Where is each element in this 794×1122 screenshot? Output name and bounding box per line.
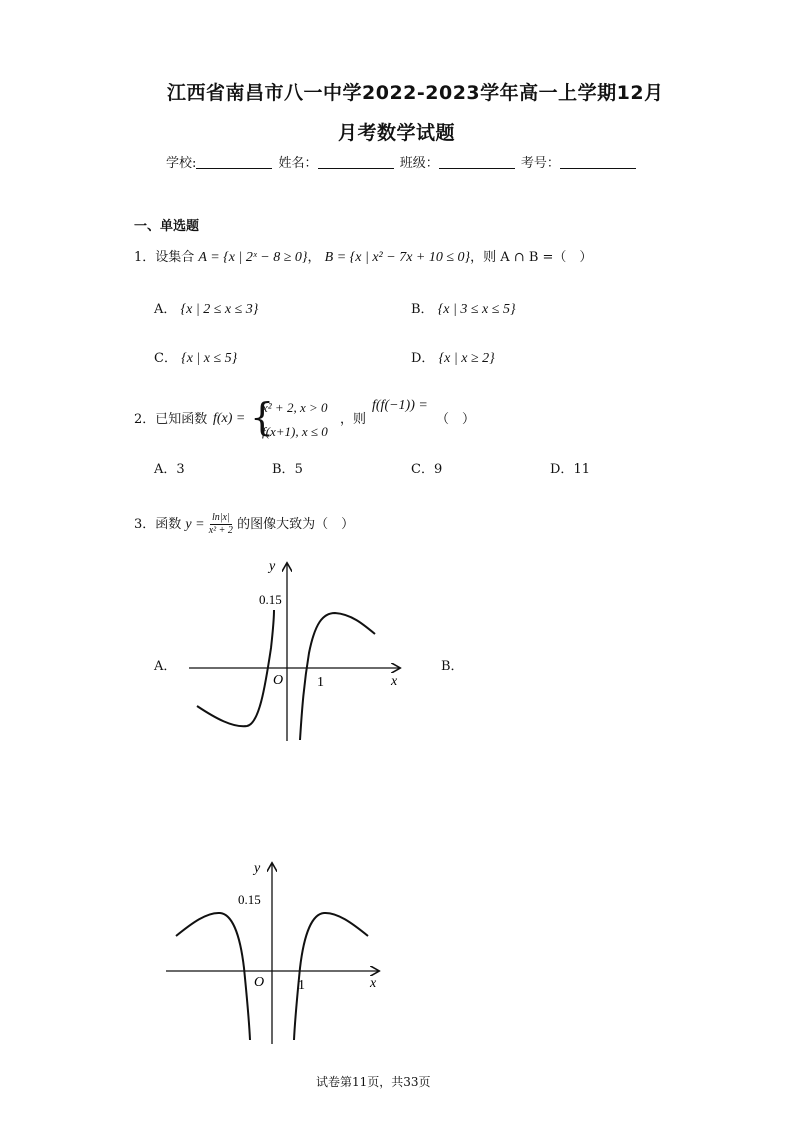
function-y-label: y = (185, 517, 205, 532)
option-label: D． (411, 351, 435, 366)
class-label: 班级： (399, 156, 439, 171)
q1-option-b[interactable] (411, 298, 516, 318)
question-3-ask: 的图像大致为（ ） (237, 517, 355, 532)
question-2-number: 2．已知函数 (134, 412, 208, 427)
set-b-expression: B = {x | x² − 7x + 10 ≤ 0} (324, 250, 471, 265)
option-text: {x | x ≤ 5} (181, 351, 238, 366)
option-text: 5 (294, 462, 303, 477)
question-3-stem (134, 512, 354, 537)
graph-option-a (185, 558, 405, 748)
exam-title-line1: 江西省南昌市八一中学2022-2023学年高一上学期12月 (167, 82, 664, 104)
curve-left-branch (176, 913, 250, 1040)
exam-title-line2: 月考数学试题 (338, 122, 456, 144)
name-blank[interactable] (318, 156, 394, 169)
graph-b-tick-y: 0.15 (238, 892, 261, 907)
question-1-ask: ，则 A ∩ B =（ ） (470, 250, 593, 265)
student-info-row (166, 152, 638, 171)
name-label: 姓名： (278, 156, 318, 171)
comma: ， (307, 250, 321, 265)
option-text: {x | x ≥ 2} (438, 351, 495, 366)
section-heading: 一、单选题 (134, 219, 200, 234)
curve-right-branch (294, 913, 368, 1040)
q2-option-c[interactable] (411, 458, 442, 477)
option-label: A． (154, 462, 177, 477)
school-label: 学校: (166, 156, 197, 171)
piecewise-brace: { (250, 395, 275, 439)
option-label: C． (154, 351, 177, 366)
set-a-expression: A = {x | 2ˣ − 8 ≥ 0} (198, 250, 308, 265)
graph-a-origin: O (273, 673, 284, 688)
option-text: {x | 2 ≤ x ≤ 3} (180, 302, 259, 317)
option-label: D． (550, 462, 574, 477)
graph-b-tick-x: 1 (298, 978, 305, 993)
q1-option-d[interactable] (411, 347, 495, 367)
curve-right-branch (300, 613, 375, 740)
question-2-then: ，则 (340, 412, 367, 427)
number-blank[interactable] (560, 156, 636, 169)
question-3-number: 3．函数 (134, 517, 182, 532)
q2-option-b[interactable] (272, 458, 303, 477)
function-f-label: f(x) = (213, 411, 246, 426)
piecewise-case-1: x² + 2, x > 0 (262, 400, 328, 415)
q3-option-b-label[interactable]: B． (441, 659, 464, 674)
option-text: 9 (433, 462, 443, 477)
question-2-paren: （ ） (436, 412, 476, 427)
page-footer: 试卷第11页，共33页 (316, 1075, 431, 1089)
question-1-stem (134, 246, 592, 266)
option-label: A． (154, 302, 177, 317)
option-label: C． (411, 462, 434, 477)
graph-a-y-label: y (269, 559, 276, 574)
q2-option-a[interactable] (154, 458, 185, 477)
fraction-denominator: x² + 2 (208, 525, 233, 536)
q3-option-a-label[interactable]: A． (154, 659, 177, 674)
option-text: 3 (176, 462, 185, 477)
fraction-numerator: ln|x| (211, 512, 230, 523)
option-label: B． (272, 462, 295, 477)
graph-b-origin: O (254, 975, 265, 990)
graph-a-tick-x: 1 (317, 675, 324, 690)
graph-a-tick-y: 0.15 (259, 592, 282, 607)
option-text: 11 (573, 462, 590, 477)
graph-option-b (162, 858, 384, 1050)
option-text: {x | 3 ≤ x ≤ 5} (437, 302, 516, 317)
graph-b-y-label: y (254, 861, 261, 876)
question-1-number: 1．设集合 (134, 250, 195, 265)
class-blank[interactable] (439, 156, 515, 169)
q2-option-d[interactable] (550, 458, 590, 477)
piecewise-case-2: f(x+1), x ≤ 0 (262, 424, 328, 439)
graph-a-x-label: x (391, 674, 398, 689)
graph-b-x-label: x (370, 976, 377, 991)
q1-option-c[interactable] (154, 347, 237, 367)
school-blank[interactable] (196, 156, 272, 169)
q1-option-a[interactable] (154, 298, 258, 318)
number-label: 考号： (520, 156, 560, 171)
option-label: B． (411, 302, 434, 317)
function-fraction (209, 512, 233, 537)
question-2-expression: f(f(−1)) = (372, 398, 428, 413)
